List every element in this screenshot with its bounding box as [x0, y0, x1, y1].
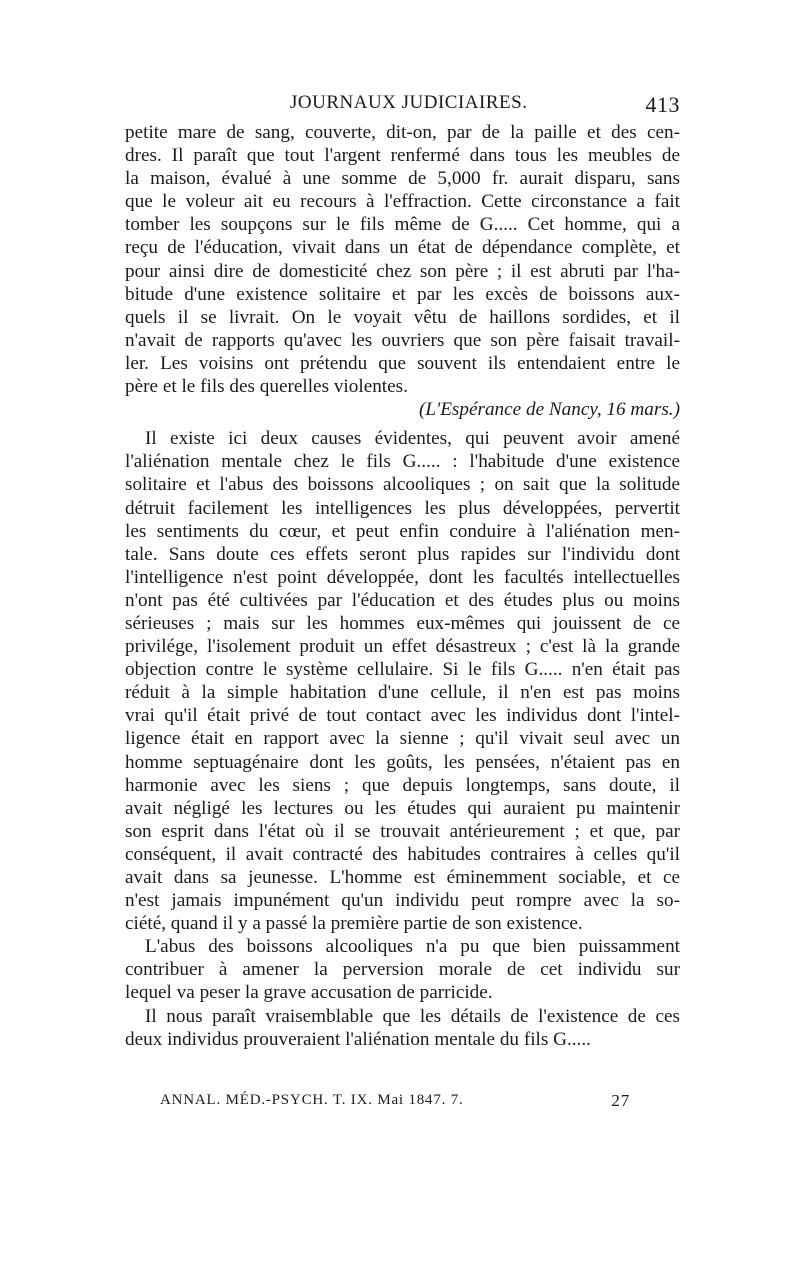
- text-line: L'abus des boissons alcooliques n'a pu que bien puissamment: [145, 936, 680, 958]
- printer-signature: ANNAL. MÉD.-PSYCH. T. IX. Mai 1847. 7.: [160, 1092, 464, 1108]
- text-line: avait dans sa jeunesse. L'homme est éminemment sociable, et ce: [125, 867, 680, 888]
- text-line: objection contre le système cellulaire. Si le fils G..... n'en était pas: [125, 659, 680, 681]
- text-line: lequel va peser la grave accusation de parricide.: [125, 982, 493, 1004]
- text-line: pour ainsi dire de domesticité chez son père ; il est abruti par l'ha-: [125, 260, 680, 282]
- citation-text: (L'Espérance de Nancy, 16 mars.): [419, 399, 680, 421]
- text-line: reçu de l'éducation, vivait dans un état de dépendance complète, et: [125, 237, 680, 259]
- text-line: son esprit dans l'état où il se trouvait antérieurement ; et que, par: [125, 820, 680, 842]
- paragraph-4: [125, 1005, 680, 1051]
- text-line: ligence était en rapport avec la sienne ; qu'il vivait seul avec un: [125, 728, 680, 750]
- text-line: père et le fils des querelles violentes.: [125, 376, 408, 398]
- body-text: [125, 121, 680, 1051]
- source-citation: [125, 398, 680, 421]
- paragraph-2: [125, 427, 680, 935]
- text-line: détruit facilement les intelligences les plus développées, pervertit: [125, 497, 680, 519]
- text-line: les sentiments du cœur, et peut enfin conduire à l'aliénation men-: [125, 520, 680, 542]
- text-line: deux individus prouveraient l'aliénation mentale du fils G.....: [125, 1028, 591, 1050]
- text-line: solitaire et l'abus des boissons alcooliques ; on sait que la solitude: [125, 474, 680, 496]
- text-line: l'intelligence n'est point développée, dont les facultés intellectuelles: [125, 566, 680, 588]
- text-line: ler. Les voisins ont prétendu que souvent ils entendaient entre le: [125, 352, 680, 374]
- text-line: n'avait de rapports qu'avec les ouvriers que son père faisait travail-: [125, 329, 680, 351]
- text-line: que le voleur ait eu recours à l'effraction. Cette circonstance a fait: [125, 191, 680, 213]
- text-line: l'aliénation mentale chez le fils G..... : l'habitude d'une existence: [125, 451, 680, 473]
- text-line: homme septuagénaire dont les goûts, les pensées, n'étaient pas en: [125, 751, 680, 773]
- text-line: la maison, évalué à une somme de 5,000 fr. aurait disparu, sans: [125, 168, 680, 190]
- text-line: sérieuses ; mais sur les hommes eux-mêmes qui jouissent de ce: [125, 612, 680, 634]
- text-line: réduit à la simple habitation d'une cellule, il n'en est pas moins: [125, 682, 680, 704]
- page-footer: [160, 1092, 630, 1116]
- text-line: bitude d'une existence solitaire et par les excès de boissons aux-: [125, 283, 680, 305]
- folio-number: 27: [611, 1091, 630, 1110]
- paragraph-3: [125, 935, 680, 1004]
- text-line: tomber les soupçons sur le fils même de G..... Cet homme, qui a: [125, 214, 680, 236]
- text-line: contribuer à amener la perversion morale de cet individu sur: [125, 959, 680, 981]
- text-line: petite mare de sang, couverte, dit-on, par de la paille et des cen-: [125, 122, 680, 143]
- text-line: harmonie avec les siens ; que depuis longtemps, sans doute, il: [125, 774, 680, 796]
- text-line: ciété, quand il y a passé la première partie de son existence.: [125, 913, 583, 935]
- text-line: dres. Il paraît que tout l'argent renfermé dans tous les meubles de: [125, 145, 680, 167]
- text-line: avait négligé les lectures ou les études qui auraient pu maintenir: [125, 797, 680, 819]
- paragraph-1: [125, 121, 680, 398]
- text-line: quels il se livrait. On le voyait vêtu de haillons sordides, et il: [125, 306, 680, 328]
- text-line: privilége, l'isolement produit un effet désastreux ; c'est là la grande: [125, 636, 680, 658]
- page-number: 413: [645, 92, 680, 117]
- text-line: conséquent, il avait contracté des habitudes contraires à celles qu'il: [125, 843, 680, 865]
- text-line: Il existe ici deux causes évidentes, qui peuvent avoir amené: [145, 428, 680, 450]
- text-line: vrai qu'il était privé de tout contact avec les individus dont l'intel-: [125, 705, 680, 727]
- page-header: [125, 92, 680, 120]
- text-line: tale. Sans doute ces effets seront plus rapides sur l'individu dont: [125, 543, 680, 565]
- text-line: n'ont pas été cultivées par l'éducation et des études plus ou moins: [125, 589, 680, 611]
- text-line: Il nous paraît vraisemblable que les détails de l'existence de ces: [145, 1005, 680, 1027]
- text-line: n'est jamais impunément qu'un individu peut rompre avec la so-: [125, 890, 680, 912]
- running-title: JOURNAUX JUDICIAIRES.: [290, 92, 528, 113]
